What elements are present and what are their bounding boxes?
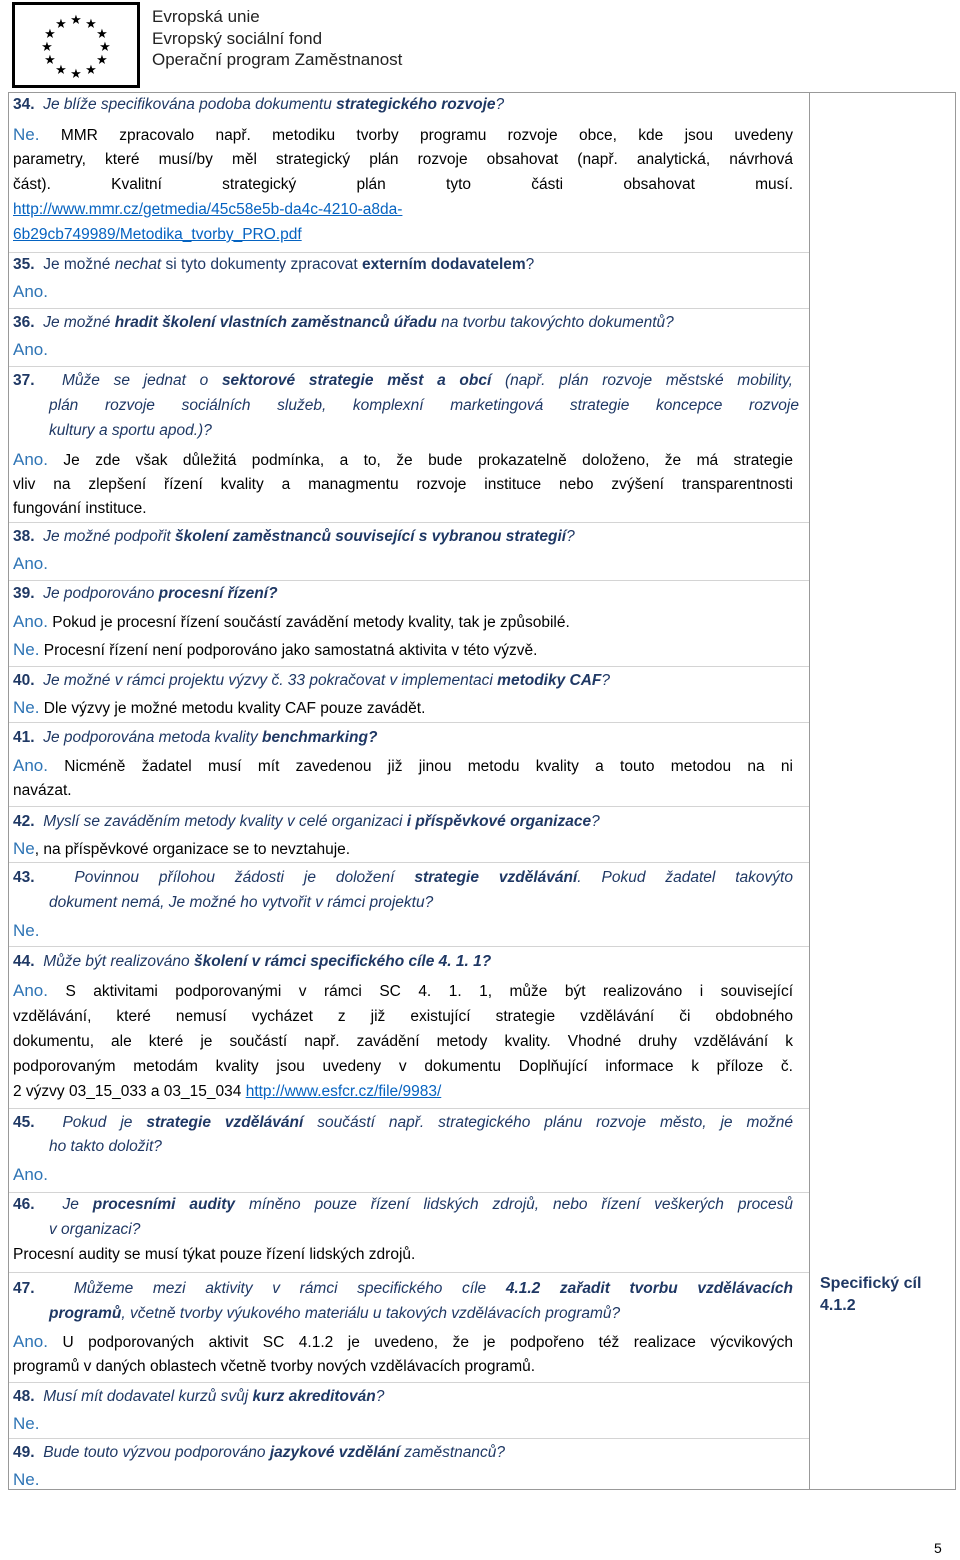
question-43-line-1: 43. Povinnou přílohou žádosti je doložení strategie vzdělávání. Pokud žadatel takovýto <box>13 869 793 886</box>
question-37-line-2: plán rozvoje sociálních služeb, komplexní marketingová strategie koncepce rozvoje <box>49 397 799 414</box>
faq-row-36 <box>9 309 809 367</box>
svg-text:★: ★ <box>70 13 82 28</box>
category-column <box>810 92 956 1490</box>
answer-34-line-3: část). Kvalitní strategický plán tyto části obsahovat musí. <box>13 176 793 193</box>
answer-34-link-2[interactable]: 6b29cb749989/Metodika_tvorby_PRO.pdf <box>13 226 302 243</box>
question-36: 36. Je možné hradit školení vlastních zaměstnanců úřadu na tvorbu takovýchto dokumentů? <box>13 314 674 331</box>
answer-41-line-1: Ano. Nicméně žadatel musí mít zavedenou již jinou metodu kvality a touto metodou na ni <box>13 756 793 775</box>
faq-row-49 <box>9 1439 809 1491</box>
answer-47-line-2: programů v daných oblastech včetně tvorby nových vzdělávacích programů. <box>13 1358 536 1375</box>
answer-43: Ne. <box>13 921 40 940</box>
faq-row-37 <box>9 367 809 523</box>
svg-text:★: ★ <box>55 63 67 78</box>
answer-38: Ano. <box>13 554 48 573</box>
question-37-line-3: kultury a sportu apod.)? <box>49 422 212 439</box>
answer-37-line-1: Ano. Je zde však důležitá podmínka, a to, že bude prokazatelně doloženo, že má strategie <box>13 450 793 469</box>
answer-37-line-2: vliv na zlepšení řízení kvality a managmentu rozvoje instituce nebo zvýšení transparentnosti <box>13 476 793 493</box>
answer-42: Ne, na příspěvkové organizace se to nevztahuje. <box>13 839 351 858</box>
question-46-line-2: v organizaci? <box>49 1221 141 1238</box>
question-45-line-2: ho takto doložit? <box>49 1138 162 1155</box>
eu-flag-icon <box>15 5 137 85</box>
question-38: 38. Je možné podpořit školení zaměstnanců související s vybranou strategií? <box>13 528 575 545</box>
faq-row-34 <box>9 93 809 253</box>
question-34: 34. Je blíže specifikována podoba dokumentu strategického rozvoje? <box>13 96 505 113</box>
answer-46: Procesní audity se musí týkat pouze řízení lidských zdrojů. <box>13 1246 416 1263</box>
eu-flag-logo <box>12 2 140 88</box>
faq-row-41 <box>9 723 809 807</box>
question-44: 44. Může být realizováno školení v rámci specifického cíle 4. 1. 1? <box>13 953 492 970</box>
faq-row-40 <box>9 667 809 723</box>
answer-49: Ne. <box>13 1470 40 1489</box>
logo-line-2: Evropský sociální fond <box>152 28 323 48</box>
question-48: 48. Musí mít dodavatel kurzů svůj kurz akreditován? <box>13 1388 385 1405</box>
faq-row-43 <box>9 863 809 947</box>
faq-row-46 <box>9 1193 809 1273</box>
answer-40: Ne. Dle výzvy je možné metodu kvality CAF pouze zavádět. <box>13 698 426 717</box>
category-label: Specifický cíl 4.1.2 <box>820 1275 922 1314</box>
faq-row-35 <box>9 253 809 309</box>
answer-39-yes: Ano. Pokud je procesní řízení součástí zavádění metody kvality, tak je způsobilé. <box>13 612 570 631</box>
faq-row-45 <box>9 1109 809 1193</box>
question-41: 41. Je podporována metoda kvality benchmarking? <box>13 729 378 746</box>
answer-47-line-1: Ano. U podporovaných aktivit SC 4.1.2 je uvedeno, že je podpořeno též realizace výcvikových <box>13 1332 793 1351</box>
answer-44-line-3: dokumentu, ale které je součástí např. zavádění metody kvality. Vhodné druhy vzdělávání k <box>13 1033 793 1050</box>
answer-39-no: Ne. Procesní řízení není podporováno jako samostatná aktivita v této výzvě. <box>13 640 538 659</box>
svg-text:★: ★ <box>85 17 97 32</box>
question-46-line-1: 46. Je procesními audity míněno pouze řízení lidských zdrojů, nebo řízení veškerých procesů <box>13 1196 793 1213</box>
faq-table <box>8 92 810 1490</box>
svg-text:★: ★ <box>44 27 56 42</box>
question-42: 42. Myslí se zaváděním metody kvality v celé organizaci i příspěvkové organizace? <box>13 813 600 830</box>
svg-text:★: ★ <box>70 67 82 82</box>
svg-text:★: ★ <box>96 27 108 42</box>
svg-text:★: ★ <box>44 53 56 68</box>
question-43-line-2: dokument nemá, Je možné ho vytvořit v rámci projektu? <box>49 894 434 911</box>
answer-44-line-5: 2 výzvy 03_15_033 a 03_15_034 http://www.esfcr.cz/file/9983/ <box>13 1083 442 1100</box>
faq-row-44 <box>9 947 809 1109</box>
answer-34-line-2: parametry, které musí/by měl strategický plán rozvoje obsahovat (např. analytická, návrhová <box>13 151 793 168</box>
faq-row-48 <box>9 1383 809 1439</box>
svg-text:★: ★ <box>85 63 97 78</box>
faq-row-39 <box>9 581 809 667</box>
question-45-line-1: 45. Pokud je strategie vzdělávání součástí např. strategického plánu rozvoje město, je možné <box>13 1114 793 1131</box>
answer-34-link-1[interactable]: http://www.mmr.cz/getmedia/45c58e5b-da4c-4210-a8da- <box>13 201 403 218</box>
question-47-line-2: programů, včetně tvorby výukového materiálu u takových vzdělávacích programů? <box>49 1305 621 1322</box>
answer-37-line-3: fungování instituce. <box>13 500 147 517</box>
answer-44-link[interactable]: http://www.esfcr.cz/file/9983/ <box>245 1083 442 1100</box>
logo-line-3: Operační program Zaměstnanost <box>152 50 403 69</box>
logo-text <box>152 6 402 71</box>
page-number: 5 <box>934 1540 942 1556</box>
answer-36: Ano. <box>13 340 48 359</box>
svg-text:★: ★ <box>96 53 108 68</box>
answer-45: Ano. <box>13 1165 48 1184</box>
question-37-line-1: 37. Může se jednat o sektorové strategie měst a obcí (např. plán rozvoje městské mobility, <box>13 372 793 389</box>
svg-text:★: ★ <box>55 17 67 32</box>
question-49: 49. Bude touto výzvou podporováno jazykové vzdělání zaměstnanců? <box>13 1444 506 1461</box>
question-35: 35. Je možné nechat si tyto dokumenty zpracovat externím dodavatelem? <box>13 256 535 273</box>
answer-44-line-2: vzdělávání, které nemusí vycházet z již existující strategie vzdělávání či obdobného <box>13 1008 793 1025</box>
faq-row-47 <box>9 1273 809 1383</box>
answer-34-line-1: Ne. MMR zpracovalo např. metodiku tvorby programu rozvoje obce, kde jsou uvedeny <box>13 125 793 144</box>
question-47-line-1: 47. Můžeme mezi aktivity v rámci specifického cíle 4.1.2 zařadit tvorbu vzdělávacích <box>13 1280 793 1297</box>
faq-row-38 <box>9 523 809 581</box>
faq-row-42 <box>9 807 809 863</box>
answer-48: Ne. <box>13 1414 40 1433</box>
svg-text:★: ★ <box>41 40 53 55</box>
answer-41-line-2: navázat. <box>13 782 72 799</box>
question-39: 39. Je podporováno procesní řízení? <box>13 585 278 602</box>
logo-line-1: Evropská unie <box>152 7 260 26</box>
question-40: 40. Je možné v rámci projektu výzvy č. 33 pokračovat v implementaci metodiky CAF? <box>13 672 611 689</box>
answer-44-line-1: Ano. S aktivitami podporovanými v rámci SC 4. 1. 1, může být realizováno i související <box>13 981 793 1000</box>
answer-35: Ano. <box>13 282 48 301</box>
answer-44-line-4: podporovaným metodám kvality jsou uvedeny v dokumentu Doplňující informace k příloze č. <box>13 1058 793 1075</box>
svg-text:★: ★ <box>99 40 111 55</box>
